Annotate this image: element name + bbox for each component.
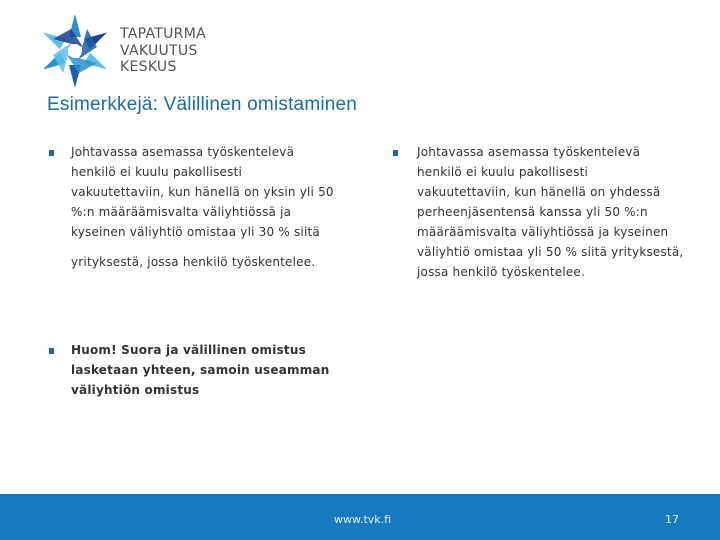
text-line: lasketaan yhteen, samoin useamman xyxy=(71,363,330,377)
left-bullet-1 xyxy=(71,142,371,272)
bullet-marker xyxy=(49,150,54,156)
logo-line-1: TAPATURMA xyxy=(120,26,206,42)
text-line: yrityksestä, jossa henkilö työskentelee. xyxy=(71,255,316,269)
logo-line-2: VAKUUTUS xyxy=(120,42,198,59)
slide-title: Esimerkkejä: Välillinen omistaminen xyxy=(47,94,358,115)
right-bullet-1 xyxy=(417,142,717,282)
text-line: Johtavassa asemassa työskentelevä xyxy=(71,145,295,159)
left-bullet-2 xyxy=(71,340,371,400)
text-line: Johtavassa asemassa työskentelevä xyxy=(417,145,641,159)
tvk-logo-icon xyxy=(36,12,114,90)
logo-line-3: KESKUS xyxy=(120,59,177,75)
bullet-marker xyxy=(393,150,398,156)
text-line: väliyhtiön omistus xyxy=(71,383,200,397)
text-line: väliyhtiö omistaa yli 50 % siitä yrityksestä, xyxy=(417,245,684,259)
text-line: määräämisvalta väliyhtiössä ja kyseinen xyxy=(417,225,669,239)
text-line: kyseinen väliyhtiö omistaa yli 30 % siitä xyxy=(71,225,320,239)
footer-url: www.tvk.fi xyxy=(334,513,392,526)
text-line: Huom! Suora ja välillinen omistus xyxy=(71,343,306,357)
text-line: perheenjäsentensä kanssa yli 50 %:n xyxy=(417,205,648,219)
text-line: vakuutettaviin, kun hänellä on yhdessä xyxy=(417,185,661,199)
text-line: jossa henkilö työskentelee. xyxy=(417,265,586,279)
bullet-marker xyxy=(49,348,54,354)
logo-wordmark xyxy=(120,26,206,76)
text-line: henkilö ei kuulu pakollisesti xyxy=(417,165,589,179)
text-line: vakuutettaviin, kun hänellä on yksin yli 50 xyxy=(71,185,334,199)
text-line: henkilö ei kuulu pakollisesti xyxy=(71,165,243,179)
page-number: 17 xyxy=(665,513,679,526)
text-line: %:n määräämisvalta väliyhtiössä ja xyxy=(71,205,292,219)
